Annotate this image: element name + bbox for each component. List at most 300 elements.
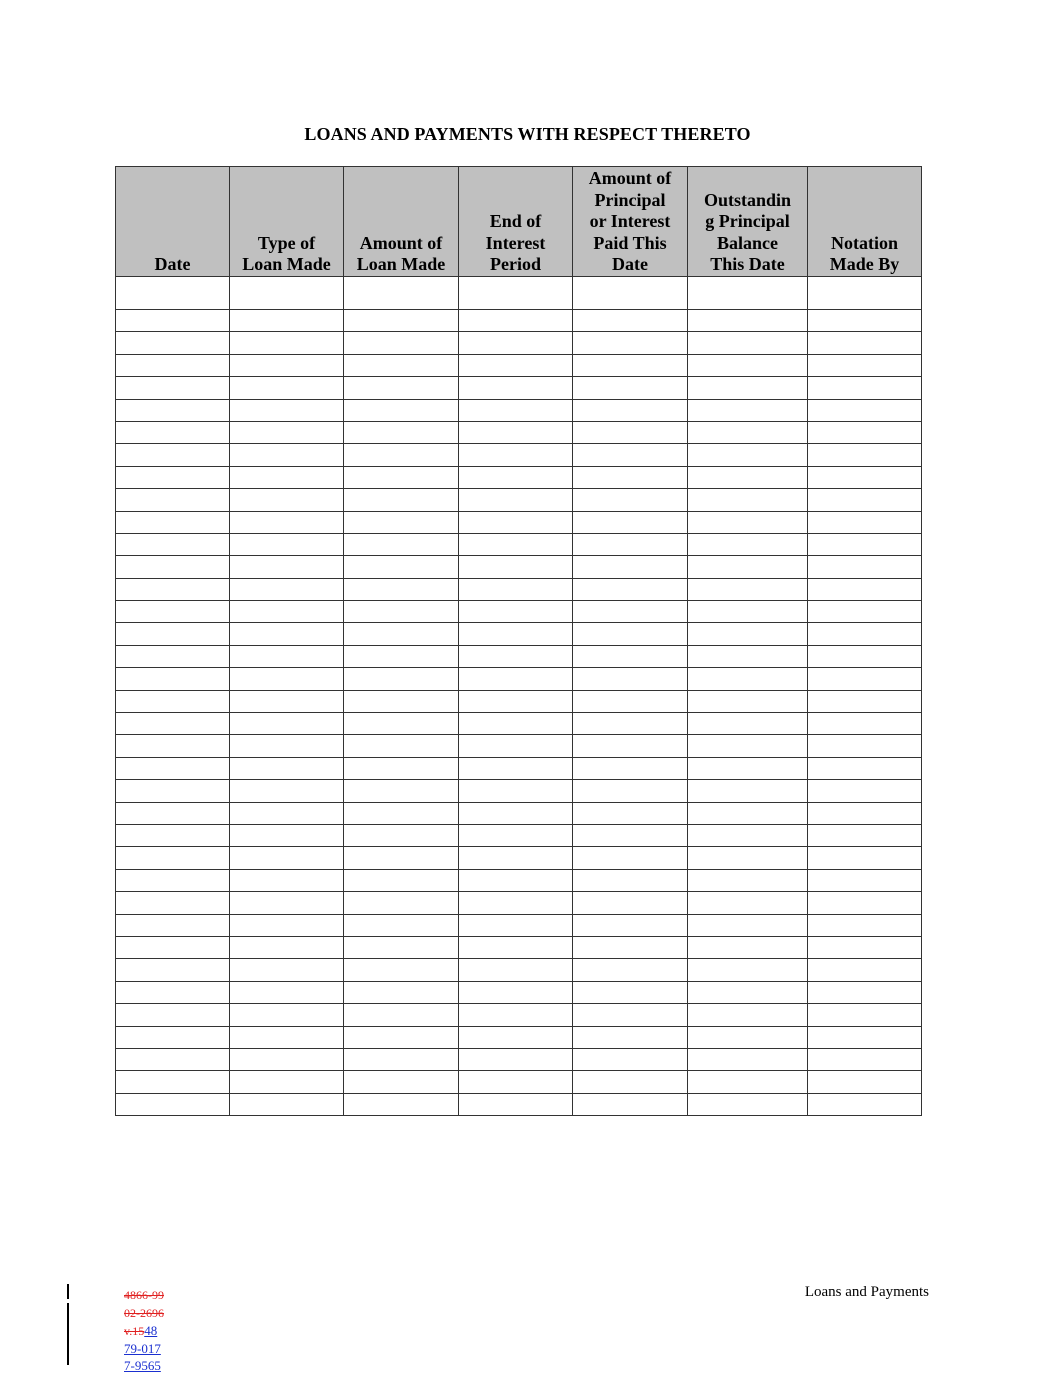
table-cell: [573, 489, 688, 511]
table-cell: [808, 354, 922, 376]
table-cell: [573, 690, 688, 712]
table-cell: [808, 869, 922, 891]
table-cell: [116, 892, 230, 914]
table-cell: [459, 936, 573, 958]
table-cell: [459, 601, 573, 623]
table-cell: [230, 1048, 344, 1070]
table-cell: [344, 623, 459, 645]
table-cell: [230, 1004, 344, 1026]
table-cell: [344, 444, 459, 466]
table-cell: [459, 399, 573, 421]
table-cell: [230, 578, 344, 600]
table-cell: [116, 332, 230, 354]
table-cell: [459, 757, 573, 779]
table-cell: [688, 578, 808, 600]
table-cell: [573, 277, 688, 310]
table-cell: [573, 869, 688, 891]
table-row: [116, 713, 922, 735]
table-cell: [808, 802, 922, 824]
table-cell: [344, 1004, 459, 1026]
page-title: LOANS AND PAYMENTS WITH RESPECT THERETO: [304, 124, 751, 144]
table-cell: [230, 489, 344, 511]
change-bar: [67, 1284, 69, 1299]
table-cell: [230, 847, 344, 869]
table-cell: [688, 668, 808, 690]
table-cell: [116, 668, 230, 690]
table-cell: [688, 421, 808, 443]
table-cell: [808, 936, 922, 958]
table-cell: [808, 645, 922, 667]
table-cell: [459, 623, 573, 645]
table-cell: [688, 332, 808, 354]
table-cell: [230, 399, 344, 421]
table-cell: [230, 981, 344, 1003]
table-cell: [459, 310, 573, 332]
table-cell: [116, 959, 230, 981]
table-row: [116, 421, 922, 443]
column-header-type-of-loan: Type of Loan Made: [230, 167, 344, 277]
table-cell: [459, 847, 573, 869]
table-cell: [116, 601, 230, 623]
table-cell: [344, 892, 459, 914]
column-header-end-of-interest-period: End of Interest Period: [459, 167, 573, 277]
table-cell: [573, 936, 688, 958]
table-cell: [116, 1093, 230, 1115]
table-row: [116, 802, 922, 824]
table-row: [116, 1071, 922, 1093]
table-cell: [230, 735, 344, 757]
table-cell: [808, 578, 922, 600]
table-cell: [344, 914, 459, 936]
table-cell: [808, 1004, 922, 1026]
table-cell: [573, 623, 688, 645]
table-cell: [344, 511, 459, 533]
table-cell: [230, 277, 344, 310]
table-cell: [116, 802, 230, 824]
ledger-body: [116, 277, 922, 1116]
table-cell: [344, 377, 459, 399]
table-cell: [688, 824, 808, 846]
table-cell: [230, 623, 344, 645]
table-row: [116, 645, 922, 667]
header-row: [116, 167, 922, 277]
table-cell: [344, 277, 459, 310]
table-cell: [808, 1026, 922, 1048]
table-cell: [344, 713, 459, 735]
table-cell: [116, 780, 230, 802]
table-row: [116, 1048, 922, 1070]
table-cell: [116, 981, 230, 1003]
table-cell: [230, 377, 344, 399]
table-cell: [230, 914, 344, 936]
table-cell: [688, 444, 808, 466]
table-cell: [573, 645, 688, 667]
table-cell: [688, 802, 808, 824]
table-row: [116, 310, 922, 332]
table-cell: [573, 802, 688, 824]
table-cell: [230, 668, 344, 690]
table-cell: [116, 623, 230, 645]
table-cell: [573, 780, 688, 802]
table-cell: [116, 914, 230, 936]
table-cell: [573, 399, 688, 421]
table-cell: [116, 757, 230, 779]
table-cell: [230, 645, 344, 667]
table-cell: [688, 511, 808, 533]
table-cell: [808, 277, 922, 310]
footer-label: Loans and Payments: [804, 1284, 929, 1300]
table-cell: [116, 735, 230, 757]
table-cell: [808, 735, 922, 757]
table-cell: [230, 757, 344, 779]
table-cell: [230, 556, 344, 578]
table-row: [116, 601, 922, 623]
table-cell: [344, 489, 459, 511]
table-row: [116, 533, 922, 555]
table-cell: [116, 511, 230, 533]
table-cell: [230, 444, 344, 466]
doc-id-deleted: v.15: [124, 1324, 145, 1338]
table-cell: [808, 757, 922, 779]
table-cell: [573, 757, 688, 779]
table-cell: [573, 959, 688, 981]
column-header-outstanding-balance: Outstandin g Principal Balance This Date: [688, 167, 808, 277]
table-row: [116, 489, 922, 511]
table-row: [116, 892, 922, 914]
table-cell: [344, 981, 459, 1003]
table-cell: [459, 713, 573, 735]
table-cell: [688, 847, 808, 869]
table-cell: [688, 1026, 808, 1048]
table-cell: [116, 713, 230, 735]
table-cell: [116, 645, 230, 667]
table-cell: [344, 757, 459, 779]
table-cell: [688, 936, 808, 958]
table-cell: [808, 533, 922, 555]
table-cell: [573, 713, 688, 735]
table-cell: [808, 1071, 922, 1093]
table-cell: [116, 399, 230, 421]
table-cell: [808, 399, 922, 421]
table-row: [116, 959, 922, 981]
column-header-notation-made-by: Notation Made By: [808, 167, 922, 277]
table-cell: [230, 1026, 344, 1048]
table-cell: [573, 1026, 688, 1048]
table-cell: [344, 847, 459, 869]
table-cell: [808, 466, 922, 488]
table-cell: [116, 466, 230, 488]
table-cell: [573, 824, 688, 846]
doc-id-inserted: 48: [144, 1323, 158, 1338]
table-cell: [459, 892, 573, 914]
table-cell: [808, 713, 922, 735]
table-cell: [230, 511, 344, 533]
column-header-date: Date: [116, 167, 230, 277]
table-cell: [230, 332, 344, 354]
table-cell: [344, 936, 459, 958]
table-cell: [459, 1071, 573, 1093]
table-cell: [573, 1071, 688, 1093]
table-cell: [688, 601, 808, 623]
table-cell: [808, 892, 922, 914]
table-cell: [230, 310, 344, 332]
table-cell: [344, 645, 459, 667]
table-cell: [344, 959, 459, 981]
table-cell: [688, 533, 808, 555]
table-cell: [459, 1048, 573, 1070]
table-cell: [688, 1093, 808, 1115]
table-row: [116, 690, 922, 712]
table-cell: [344, 735, 459, 757]
table-cell: [688, 780, 808, 802]
table-cell: [688, 869, 808, 891]
table-cell: [230, 354, 344, 376]
table-cell: [459, 645, 573, 667]
table-cell: [688, 645, 808, 667]
table-cell: [344, 802, 459, 824]
table-cell: [459, 981, 573, 1003]
table-cell: [688, 690, 808, 712]
table-cell: [688, 981, 808, 1003]
table-cell: [688, 377, 808, 399]
table-cell: [573, 533, 688, 555]
table-cell: [688, 914, 808, 936]
column-header-amount-paid: Amount of Principal or Interest Paid This Date: [573, 167, 688, 277]
table-cell: [344, 332, 459, 354]
table-row: [116, 914, 922, 936]
doc-id-inserted: 79-017: [124, 1341, 161, 1356]
table-cell: [808, 623, 922, 645]
table-cell: [808, 377, 922, 399]
table-cell: [116, 377, 230, 399]
table-cell: [808, 690, 922, 712]
column-header-amount-of-loan: Amount of Loan Made: [344, 167, 459, 277]
table-cell: [808, 914, 922, 936]
table-cell: [459, 332, 573, 354]
table-cell: [459, 444, 573, 466]
table-row: [116, 1093, 922, 1115]
table-cell: [230, 690, 344, 712]
table-cell: [688, 466, 808, 488]
table-cell: [344, 466, 459, 488]
table-cell: [459, 914, 573, 936]
table-cell: [230, 421, 344, 443]
table-cell: [688, 1048, 808, 1070]
table-cell: [573, 332, 688, 354]
table-cell: [116, 936, 230, 958]
table-cell: [459, 668, 573, 690]
table-cell: [459, 1026, 573, 1048]
table-cell: [808, 668, 922, 690]
table-cell: [688, 310, 808, 332]
document-id: [124, 1286, 164, 1374]
table-cell: [459, 533, 573, 555]
doc-id-inserted: 7-9565: [124, 1358, 161, 1373]
table-cell: [344, 1048, 459, 1070]
table-cell: [230, 780, 344, 802]
table-cell: [573, 466, 688, 488]
table-cell: [808, 601, 922, 623]
table-cell: [344, 869, 459, 891]
table-cell: [573, 1048, 688, 1070]
table-cell: [688, 713, 808, 735]
table-row: [116, 936, 922, 958]
table-cell: [116, 578, 230, 600]
table-cell: [230, 601, 344, 623]
table-row: [116, 511, 922, 533]
table-cell: [808, 824, 922, 846]
table-cell: [808, 332, 922, 354]
table-cell: [573, 601, 688, 623]
table-cell: [688, 757, 808, 779]
table-cell: [344, 601, 459, 623]
table-cell: [808, 310, 922, 332]
table-cell: [116, 310, 230, 332]
table-row: [116, 780, 922, 802]
table-row: [116, 332, 922, 354]
table-cell: [688, 489, 808, 511]
table-row: [116, 466, 922, 488]
table-cell: [808, 981, 922, 1003]
table-cell: [230, 533, 344, 555]
table-cell: [808, 847, 922, 869]
table-cell: [573, 668, 688, 690]
table-cell: [344, 1093, 459, 1115]
table-cell: [573, 421, 688, 443]
table-cell: [808, 421, 922, 443]
table-cell: [116, 1004, 230, 1026]
table-cell: [459, 354, 573, 376]
table-cell: [230, 1093, 344, 1115]
table-cell: [344, 824, 459, 846]
table-row: [116, 869, 922, 891]
table-row: [116, 1026, 922, 1048]
table-row: [116, 444, 922, 466]
table-cell: [116, 1026, 230, 1048]
table-cell: [688, 1071, 808, 1093]
table-cell: [230, 869, 344, 891]
table-cell: [344, 780, 459, 802]
table-row: [116, 847, 922, 869]
table-cell: [344, 556, 459, 578]
table-cell: [344, 354, 459, 376]
table-cell: [459, 511, 573, 533]
table-cell: [459, 780, 573, 802]
table-cell: [116, 354, 230, 376]
table-cell: [459, 869, 573, 891]
table-cell: [116, 421, 230, 443]
table-row: [116, 668, 922, 690]
table-row: [116, 277, 922, 310]
table-cell: [573, 310, 688, 332]
table-cell: [116, 444, 230, 466]
table-cell: [688, 959, 808, 981]
table-cell: [573, 735, 688, 757]
table-cell: [459, 578, 573, 600]
table-row: [116, 377, 922, 399]
table-cell: [459, 421, 573, 443]
table-cell: [573, 914, 688, 936]
table-cell: [573, 556, 688, 578]
table-cell: [459, 1004, 573, 1026]
table-row: [116, 824, 922, 846]
doc-id-deleted: 4866-99: [124, 1288, 164, 1302]
table-cell: [459, 802, 573, 824]
table-cell: [688, 892, 808, 914]
table-cell: [459, 1093, 573, 1115]
table-cell: [344, 690, 459, 712]
table-cell: [230, 802, 344, 824]
table-cell: [459, 824, 573, 846]
table-cell: [116, 1071, 230, 1093]
table-cell: [688, 735, 808, 757]
table-cell: [808, 556, 922, 578]
table-cell: [573, 377, 688, 399]
table-cell: [459, 735, 573, 757]
table-cell: [116, 277, 230, 310]
table-cell: [573, 1004, 688, 1026]
table-cell: [459, 556, 573, 578]
table-cell: [116, 556, 230, 578]
table-cell: [116, 489, 230, 511]
table-cell: [459, 489, 573, 511]
table-cell: [688, 556, 808, 578]
table-row: [116, 623, 922, 645]
table-cell: [230, 1071, 344, 1093]
table-cell: [344, 668, 459, 690]
table-row: [116, 354, 922, 376]
table-cell: [808, 511, 922, 533]
table-cell: [344, 1026, 459, 1048]
change-bar: [67, 1303, 69, 1365]
table-cell: [344, 533, 459, 555]
table-cell: [116, 847, 230, 869]
table-cell: [344, 421, 459, 443]
table-cell: [344, 399, 459, 421]
loans-payments-table: [115, 166, 922, 1116]
table-cell: [808, 1093, 922, 1115]
table-cell: [573, 1093, 688, 1115]
table-cell: [459, 377, 573, 399]
table-cell: [808, 780, 922, 802]
table-cell: [688, 354, 808, 376]
table-cell: [808, 489, 922, 511]
table-cell: [344, 578, 459, 600]
table-cell: [573, 981, 688, 1003]
table-row: [116, 1004, 922, 1026]
table-cell: [230, 892, 344, 914]
table-cell: [459, 277, 573, 310]
table-cell: [116, 1048, 230, 1070]
table-cell: [230, 824, 344, 846]
table-cell: [573, 578, 688, 600]
table-cell: [230, 936, 344, 958]
table-cell: [808, 1048, 922, 1070]
table-cell: [230, 466, 344, 488]
table-cell: [230, 713, 344, 735]
table-cell: [688, 277, 808, 310]
table-cell: [459, 690, 573, 712]
table-row: [116, 399, 922, 421]
table-cell: [573, 892, 688, 914]
table-cell: [344, 310, 459, 332]
table-row: [116, 556, 922, 578]
table-row: [116, 981, 922, 1003]
table-cell: [573, 511, 688, 533]
table-cell: [688, 623, 808, 645]
table-row: [116, 735, 922, 757]
table-cell: [573, 444, 688, 466]
